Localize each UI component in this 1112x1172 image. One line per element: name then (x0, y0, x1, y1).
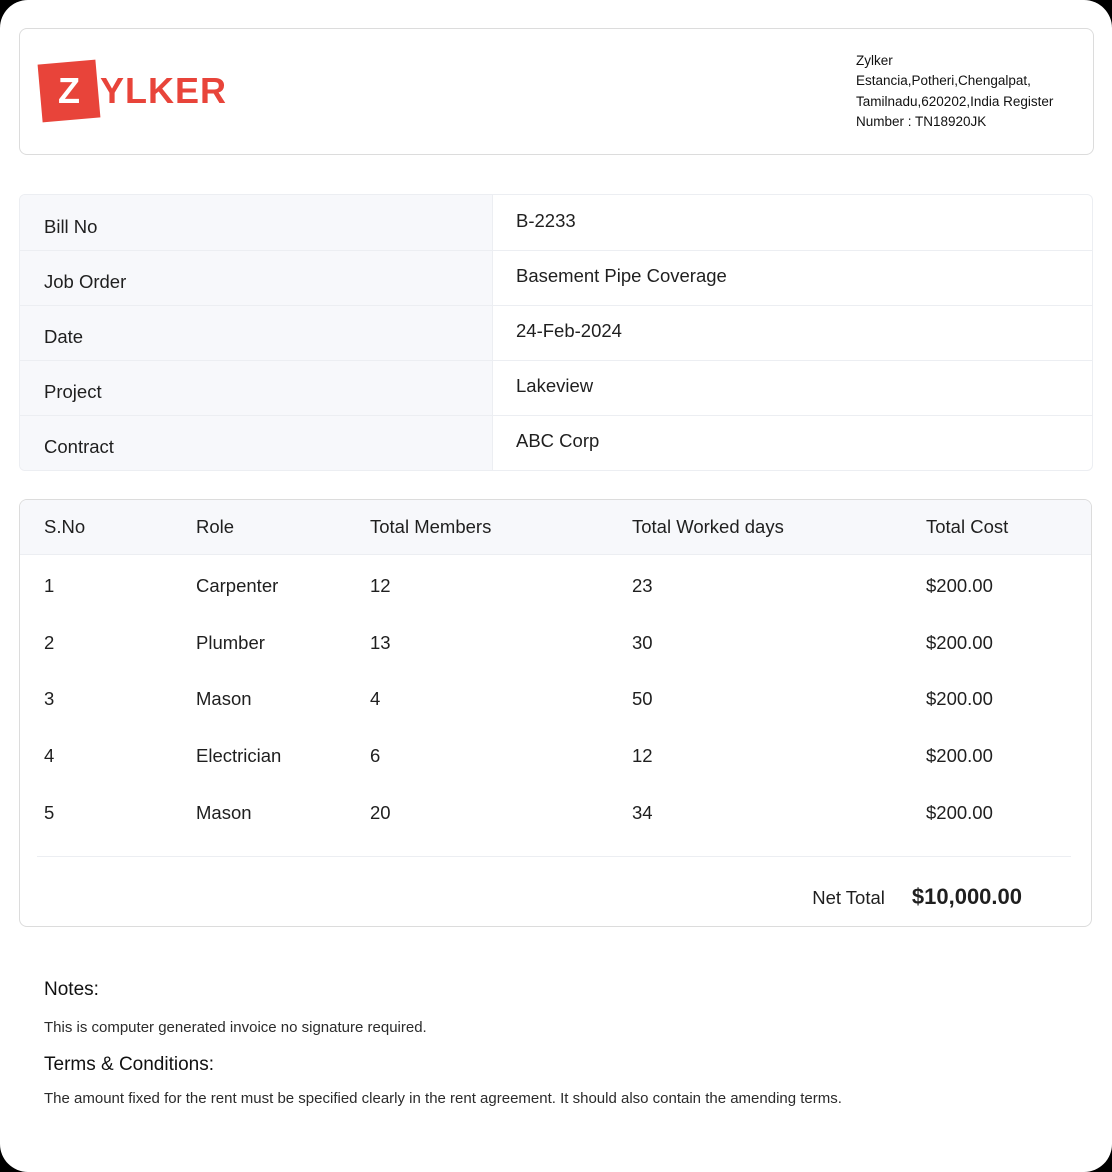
info-row-contract (20, 415, 1092, 470)
net-total-value: $10,000.00 (911, 884, 1022, 909)
info-label: Bill No (20, 195, 493, 250)
terms-heading: Terms & Conditions: (44, 1054, 215, 1075)
company-name: Zylker (856, 53, 893, 68)
cell-members: 20 (370, 801, 391, 823)
notes-section (44, 979, 1044, 1125)
table-row (20, 615, 1091, 672)
cell-cost: $200.00 (926, 801, 993, 823)
net-total-label: Net Total (812, 887, 885, 908)
cell-cost: $200.00 (926, 688, 993, 710)
table-row (20, 728, 1091, 785)
cell-cost: $200.00 (926, 575, 993, 597)
cell-cost: $200.00 (926, 631, 993, 653)
cell-members: 4 (370, 688, 381, 710)
logo-mark: Z (38, 60, 101, 123)
cell-sno: 4 (44, 745, 55, 767)
info-row-date (20, 305, 1092, 360)
info-label: Job Order (20, 251, 493, 305)
column-header-role: Role (196, 516, 235, 537)
terms-text: The amount fixed for the rent must be specified clearly in the rent agreement. It should also contain the amending terms. (44, 1090, 842, 1107)
cell-cost: $200.00 (926, 745, 993, 767)
info-label: Project (20, 361, 493, 415)
bill-info-table (19, 194, 1093, 471)
items-table-header (20, 500, 1091, 555)
notes-heading: Notes: (44, 979, 99, 1000)
column-header-total-cost: Total Cost (926, 516, 1009, 537)
company-address-line: Tamilnadu,620202,India Register (856, 93, 1054, 109)
column-header-total-members: Total Members (370, 516, 492, 537)
cell-members: 6 (370, 745, 381, 767)
notes-text: This is computer generated invoice no signature required. (44, 1019, 427, 1036)
column-header-sno: S.No (44, 516, 86, 537)
info-value: B-2233 (516, 209, 576, 231)
logo-wordmark: YLKER (100, 70, 228, 111)
info-label: Contract (20, 416, 493, 470)
cell-days: 23 (632, 575, 653, 597)
cell-members: 13 (370, 631, 391, 653)
info-row-project (20, 360, 1092, 415)
items-table (19, 499, 1092, 927)
info-row-bill-no (20, 195, 1092, 250)
cell-role: Plumber (196, 631, 265, 653)
company-register-number: Number : TN18920JK (856, 113, 987, 129)
table-row (20, 784, 1091, 841)
divider (37, 856, 1071, 857)
cell-sno: 3 (44, 688, 55, 710)
column-header-total-worked-days: Total Worked days (632, 516, 784, 537)
cell-days: 50 (632, 688, 653, 710)
cell-role: Carpenter (196, 575, 279, 597)
info-label: Date (20, 306, 493, 360)
cell-role: Electrician (196, 745, 282, 767)
cell-sno: 2 (44, 631, 55, 653)
cell-role: Mason (196, 688, 252, 710)
info-value: Basement Pipe Coverage (516, 265, 727, 286)
info-row-job-order (20, 250, 1092, 305)
info-value: 24-Feb-2024 (516, 320, 622, 341)
zylker-logo (40, 59, 227, 123)
cell-members: 12 (370, 575, 391, 597)
company-address (856, 51, 1081, 132)
cell-role: Mason (196, 801, 252, 823)
info-value: Lakeview (516, 375, 594, 396)
invoice-header (19, 28, 1094, 155)
company-address-line: Estancia,Potheri,Chengalpat, (856, 73, 1031, 89)
cell-sno: 1 (44, 575, 55, 597)
cell-days: 30 (632, 631, 653, 653)
net-total (812, 884, 1022, 910)
info-value: ABC Corp (516, 430, 600, 451)
items-table-body (20, 555, 1091, 841)
table-row (20, 671, 1091, 728)
cell-days: 12 (632, 745, 653, 767)
cell-days: 34 (632, 801, 653, 823)
table-row (20, 558, 1091, 615)
cell-sno: 5 (44, 801, 55, 823)
